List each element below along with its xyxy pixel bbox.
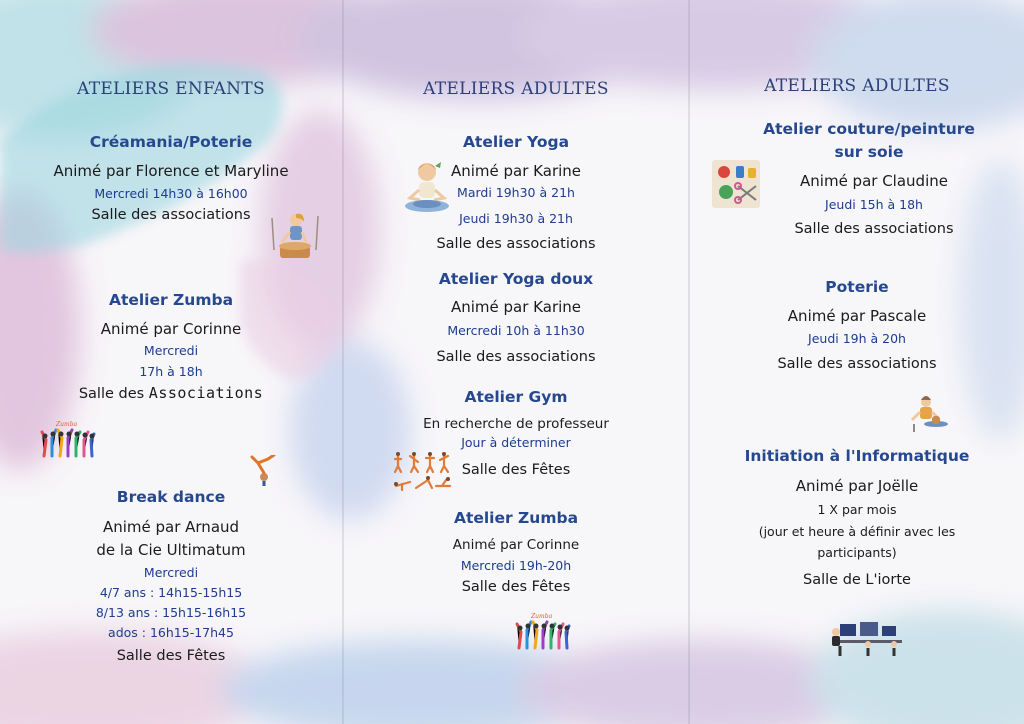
section-room: Salle des associations [777, 356, 937, 372]
section-schedule: ados : 16h15-17h45 [108, 625, 234, 640]
section-leader-company: de la Cie Ultimatum [96, 541, 246, 559]
section-schedule: Jeudi 19h à 20h [808, 331, 906, 346]
section-room: Salle des Fêtes [116, 648, 226, 664]
potter-icon [266, 210, 324, 262]
section-room: Salle des associations [436, 349, 596, 365]
panel-heading: ATELIERS ENFANTS [77, 79, 265, 99]
section-room-handwritten: Associations [148, 384, 264, 402]
section-leader: Animé par Karine [450, 298, 582, 316]
section-leader: Animé par Pascale [787, 307, 927, 325]
section-title: Initiation à l'Informatique [744, 447, 970, 465]
section-leader: Animé par Claudine [800, 172, 948, 190]
zumba-dancers-icon [512, 612, 572, 652]
section-title: Créamania/Poterie [89, 133, 253, 151]
section-title-line2: sur soie [834, 143, 904, 161]
pottery-wheel-icon [908, 394, 952, 434]
sewing-supplies-icon [710, 158, 762, 210]
section-title: Atelier Zumba [108, 291, 234, 309]
section-leader: Animé par Corinne [100, 320, 242, 338]
yoga-meditation-icon [402, 160, 452, 216]
section-room [0, 384, 342, 402]
section-schedule: Jeudi 19h30 à 21h [459, 211, 573, 226]
section-schedule: Mercredi [143, 565, 199, 580]
section-leader: Animé par Joëlle [795, 477, 919, 495]
section-title: Atelier Yoga [462, 133, 570, 151]
section-room: Salle des associations [794, 221, 954, 237]
panel-ateliers-adultes-1 [344, 0, 688, 724]
section-title: Atelier Yoga doux [438, 270, 594, 288]
section-schedule: Jeudi 15h à 18h [825, 197, 923, 212]
section-room: Salle des Fêtes [461, 579, 571, 595]
svg-text:Zumba: Zumba [56, 421, 78, 428]
section-schedule: Mercredi 14h30 à 16h00 [94, 186, 248, 201]
breakdancer-icon [246, 455, 278, 487]
section-room-text: Salle des [78, 386, 149, 402]
section-schedule: Mardi 19h30 à 21h [457, 185, 575, 200]
section-leader: Animé par Arnaud [102, 518, 240, 536]
section-schedule: 17h à 18h [139, 364, 203, 379]
section-schedule: participants) [817, 545, 897, 560]
section-schedule: Jour à déterminer [461, 435, 571, 450]
section-leader: Animé par Florence et Maryline [53, 162, 289, 180]
section-schedule: Mercredi 10h à 11h30 [447, 323, 585, 338]
section-leader: En recherche de professeur [423, 416, 609, 432]
section-leader: Animé par Karine [450, 162, 582, 180]
section-title: Atelier Gym [464, 388, 568, 406]
section-room: Salle de L'iorte [803, 572, 911, 588]
section-schedule: Mercredi [143, 343, 199, 358]
zumba-dancers-icon [38, 420, 96, 460]
section-title: Poterie [825, 278, 889, 296]
panel-heading: ATELIERS ADULTES [423, 79, 609, 99]
section-title: Atelier Zumba [453, 509, 579, 527]
section-room: Salle des Fêtes [461, 462, 571, 478]
section-title: Break dance [116, 488, 226, 506]
svg-text:Zumba: Zumba [531, 613, 553, 620]
section-leader: Animé par Corinne [452, 537, 580, 553]
section-schedule: 4/7 ans : 14h15-15h15 [99, 585, 243, 600]
panel-ateliers-enfants [0, 0, 342, 724]
panel-heading: ATELIERS ADULTES [764, 76, 950, 96]
section-room: Salle des associations [91, 207, 251, 223]
computer-users-icon [824, 618, 906, 658]
section-schedule: 8/13 ans : 15h15-16h15 [95, 605, 247, 620]
gym-exercises-icon [392, 446, 452, 492]
section-room: Salle des associations [436, 236, 596, 252]
section-schedule: (jour et heure à définir avec les [758, 524, 956, 539]
section-title: Atelier couture/peinture [763, 120, 975, 138]
panel-ateliers-adultes-2 [690, 0, 1024, 724]
section-schedule: Mercredi 19h-20h [460, 558, 572, 573]
section-schedule: 1 X par mois [817, 502, 897, 517]
